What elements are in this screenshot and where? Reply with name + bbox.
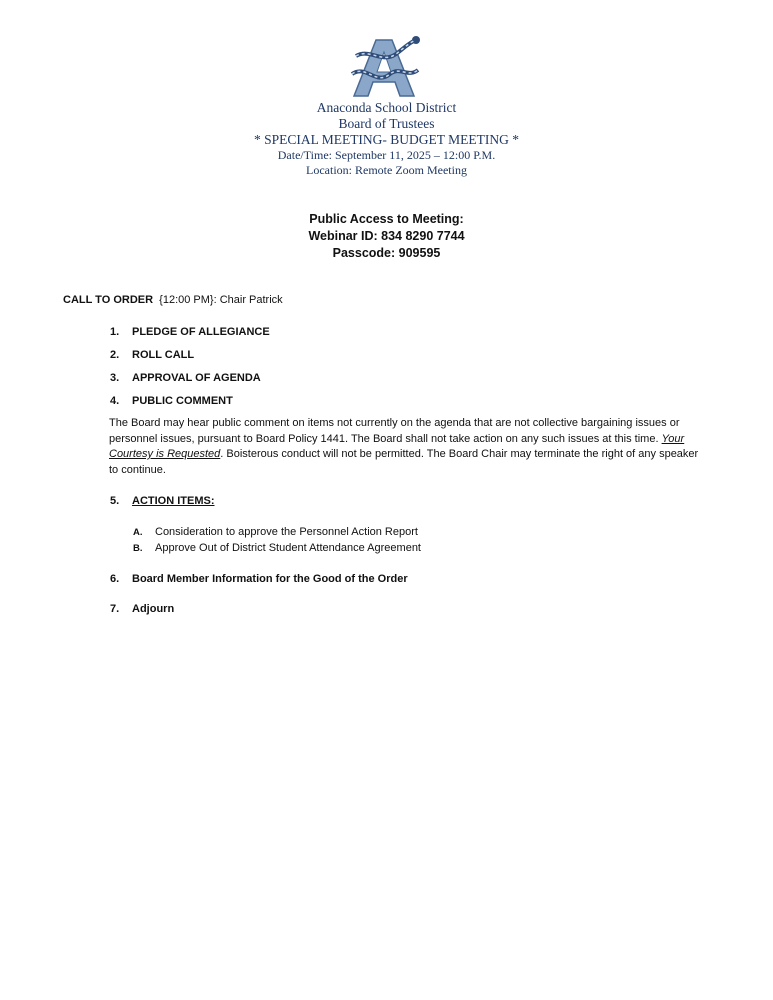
- item-number: 7.: [110, 603, 120, 615]
- public-access-block: [0, 211, 773, 262]
- action-item-letter: B.: [133, 543, 143, 554]
- meeting-location: Location: Remote Zoom Meeting: [306, 163, 467, 177]
- agenda-item: [110, 602, 174, 616]
- item-label: Adjourn: [132, 603, 175, 615]
- action-item: [133, 525, 418, 540]
- courtesy-notice: Your Courtesy is Requested: [109, 432, 685, 460]
- item-label: PUBLIC COMMENT: [132, 395, 233, 407]
- district-name: Anaconda School District: [316, 100, 457, 115]
- item-number: 4.: [110, 395, 120, 407]
- item-number: 1.: [110, 326, 120, 338]
- meeting-datetime: Date/Time: September 11, 2025 – 12:00 P.M.: [277, 148, 496, 162]
- item-label: APPROVAL OF AGENDA: [132, 372, 261, 384]
- agenda-item: [110, 572, 408, 586]
- item-number: 3.: [110, 372, 120, 384]
- public-comment-text: [109, 416, 709, 478]
- webinar-id: Webinar ID: 834 8290 7744: [308, 229, 465, 243]
- agenda-item: [110, 394, 233, 408]
- agenda-item: [110, 325, 270, 339]
- action-item: [133, 541, 421, 556]
- public-access-heading: Public Access to Meeting:: [309, 212, 464, 226]
- item-number: 2.: [110, 349, 120, 361]
- agenda-item: [110, 494, 215, 508]
- meeting-type: * SPECIAL MEETING- BUDGET MEETING *: [253, 132, 520, 147]
- call-to-order: [63, 293, 283, 307]
- anaconda-logo-icon: [346, 34, 422, 98]
- call-to-order-detail: {12:00 PM}: Chair Patrick: [153, 294, 283, 306]
- agenda-item: [110, 371, 261, 385]
- item-label: ACTION ITEMS:: [132, 495, 215, 507]
- board-name: Board of Trustees: [338, 116, 435, 131]
- meeting-header: [0, 100, 773, 178]
- item-label: Board Member Information for the Good of the Order: [132, 573, 408, 585]
- agenda-item: [110, 348, 194, 362]
- item-number: 5.: [110, 495, 120, 507]
- action-item-text: Consideration to approve the Personnel Action Report: [155, 526, 418, 538]
- item-number: 6.: [110, 573, 120, 585]
- public-comment-conduct: . Boisterous conduct will not be permitted. The Board Chair may terminate the right of any speaker to continue.: [109, 448, 699, 476]
- item-label: PLEDGE OF ALLEGIANCE: [132, 326, 270, 338]
- action-item-letter: A.: [133, 527, 143, 538]
- public-comment-policy: The Board may hear public comment on items not currently on the agenda that are not collective bargaining issues or personnel issues, pursuant to Board Policy 1441. The Board shall not take action on any such issues at this time.: [109, 417, 680, 445]
- passcode: Passcode: 909595: [332, 246, 441, 260]
- district-logo: [346, 34, 422, 98]
- item-label: ROLL CALL: [132, 349, 195, 361]
- action-item-text: Approve Out of District Student Attendance Agreement: [155, 542, 421, 554]
- call-to-order-label: CALL TO ORDER: [63, 294, 154, 306]
